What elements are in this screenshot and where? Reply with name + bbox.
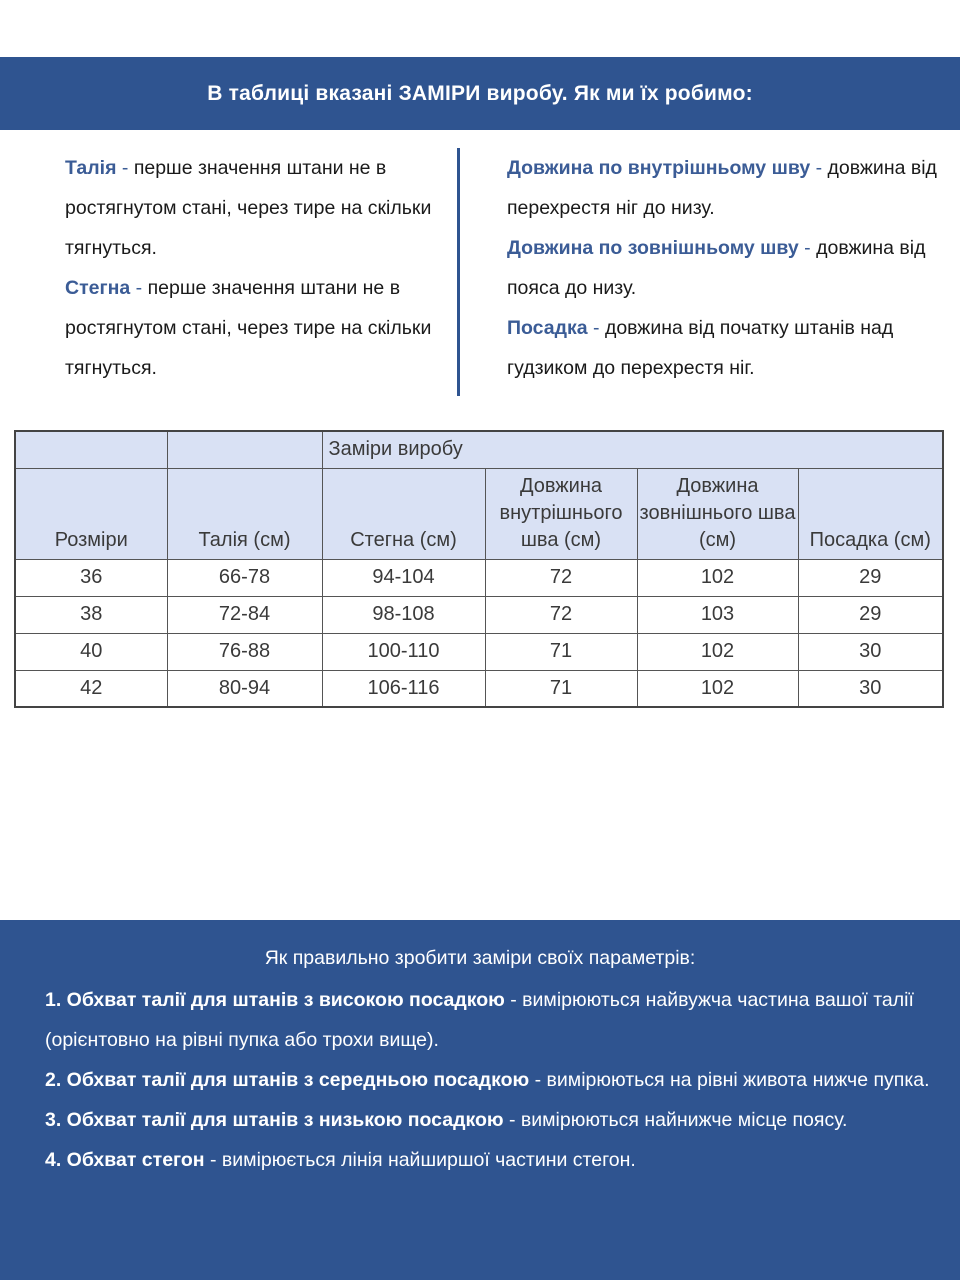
howto-item-text: - вимірюється лінія найширшої частини стегон. <box>204 1149 636 1171</box>
definition-term: Талія <box>65 157 117 179</box>
table-cell: 42 <box>15 670 167 707</box>
banner-title: В таблиці вказані ЗАМІРИ виробу. Як ми їх робимо: <box>207 81 753 105</box>
table-row <box>15 596 943 633</box>
definition-separator: - <box>810 157 828 179</box>
howto-list <box>45 980 935 1180</box>
table-row <box>15 670 943 707</box>
definition-waist <box>65 148 445 268</box>
table-cell: 102 <box>637 633 798 670</box>
table-cell: 71 <box>485 633 637 670</box>
size-table <box>14 430 944 708</box>
table-header-row <box>15 468 943 559</box>
definition-hips <box>65 268 445 388</box>
table-header-cell: Посадка (см) <box>798 468 943 559</box>
table-cell: 76-88 <box>167 633 322 670</box>
table-cell: 102 <box>637 670 798 707</box>
definition-separator: - <box>116 157 134 179</box>
table-cell: 72 <box>485 596 637 633</box>
table-cell: 106-116 <box>322 670 485 707</box>
table-cell: 38 <box>15 596 167 633</box>
howto-item-text: - вимірюються найвужча частина вашої талії (орієнтовно на рівні пупка або трохи вище). <box>45 989 914 1051</box>
table-cell: 66-78 <box>167 559 322 596</box>
table-cell: 40 <box>15 633 167 670</box>
table-cell: 71 <box>485 670 637 707</box>
definitions-right-column <box>507 148 937 388</box>
table-header-cell: Довжина внутрішнього шва (см) <box>485 468 637 559</box>
table-cell: 29 <box>798 596 943 633</box>
table-header-cell <box>167 431 322 468</box>
top-banner <box>0 57 960 130</box>
definition-text: довжина від початку штанів над гудзиком до перехрестя ніг. <box>507 317 894 379</box>
howto-item-mid-rise-waist <box>45 1060 935 1100</box>
definition-separator: - <box>587 317 605 339</box>
table-cell: 72-84 <box>167 596 322 633</box>
table-cell: 103 <box>637 596 798 633</box>
howto-title: Як правильно зробити заміри своїх параметрів: <box>264 947 696 969</box>
definition-text: перше значення штани не в ростягнутом стані, через тире на скільки тягнуться. <box>65 277 432 379</box>
table-header-cell: Розміри <box>15 468 167 559</box>
table-header-cell: Стегна (см) <box>322 468 485 559</box>
table-header-cell: Талія (см) <box>167 468 322 559</box>
table-row <box>15 559 943 596</box>
definition-text: довжина від перехрестя ніг до низу. <box>507 157 937 219</box>
table-cell: 29 <box>798 559 943 596</box>
definitions-left-column <box>65 148 445 388</box>
definition-text: довжина від пояса до низу. <box>507 237 926 299</box>
table-cell: 94-104 <box>322 559 485 596</box>
definition-term: Довжина по внутрішньому шву <box>507 157 811 179</box>
table-cell: 72 <box>485 559 637 596</box>
table-row <box>15 633 943 670</box>
table-cell: 98-108 <box>322 596 485 633</box>
howto-item-heading: 1. Обхват талії для штанів з високою посадкою <box>45 989 505 1011</box>
table-cell: 30 <box>798 670 943 707</box>
table-header-cell: Довжина зовнішнього шва (см) <box>637 468 798 559</box>
table-cell: 100-110 <box>322 633 485 670</box>
howto-item-heading: 2. Обхват талії для штанів з середньою посадкою <box>45 1069 530 1091</box>
howto-item-low-rise-waist <box>45 1100 935 1140</box>
table-group-header-row <box>15 431 943 468</box>
size-table-container <box>14 430 946 718</box>
table-group-header: Заміри виробу <box>322 431 943 468</box>
definition-inseam <box>507 148 937 228</box>
definition-term: Посадка <box>507 317 588 339</box>
howto-item-high-rise-waist <box>45 980 935 1060</box>
column-divider <box>457 148 460 396</box>
definition-term: Стегна <box>65 277 131 299</box>
definition-separator: - <box>798 237 817 259</box>
definition-text: перше значення штани не в ростягнутом стані, через тире на скільки тягнуться. <box>65 157 432 259</box>
howto-panel <box>0 920 960 1280</box>
table-cell: 30 <box>798 633 943 670</box>
table-cell: 102 <box>637 559 798 596</box>
howto-item-text: - вимірюються найнижче місце поясу. <box>503 1109 848 1131</box>
table-cell: 80-94 <box>167 670 322 707</box>
table-header-cell <box>15 431 167 468</box>
howto-item-text: - вимірюються на рівні живота нижче пупка. <box>529 1069 930 1091</box>
table-cell: 36 <box>15 559 167 596</box>
definition-outseam <box>507 228 937 308</box>
definition-rise <box>507 308 937 388</box>
definition-term: Довжина по зовнішньому шву <box>507 237 799 259</box>
howto-item-heading: 4. Обхват стегон <box>45 1149 205 1171</box>
howto-item-hips <box>45 1140 935 1180</box>
definition-separator: - <box>130 277 148 299</box>
definitions-section <box>0 148 960 396</box>
howto-item-heading: 3. Обхват талії для штанів з низькою посадкою <box>45 1109 504 1131</box>
